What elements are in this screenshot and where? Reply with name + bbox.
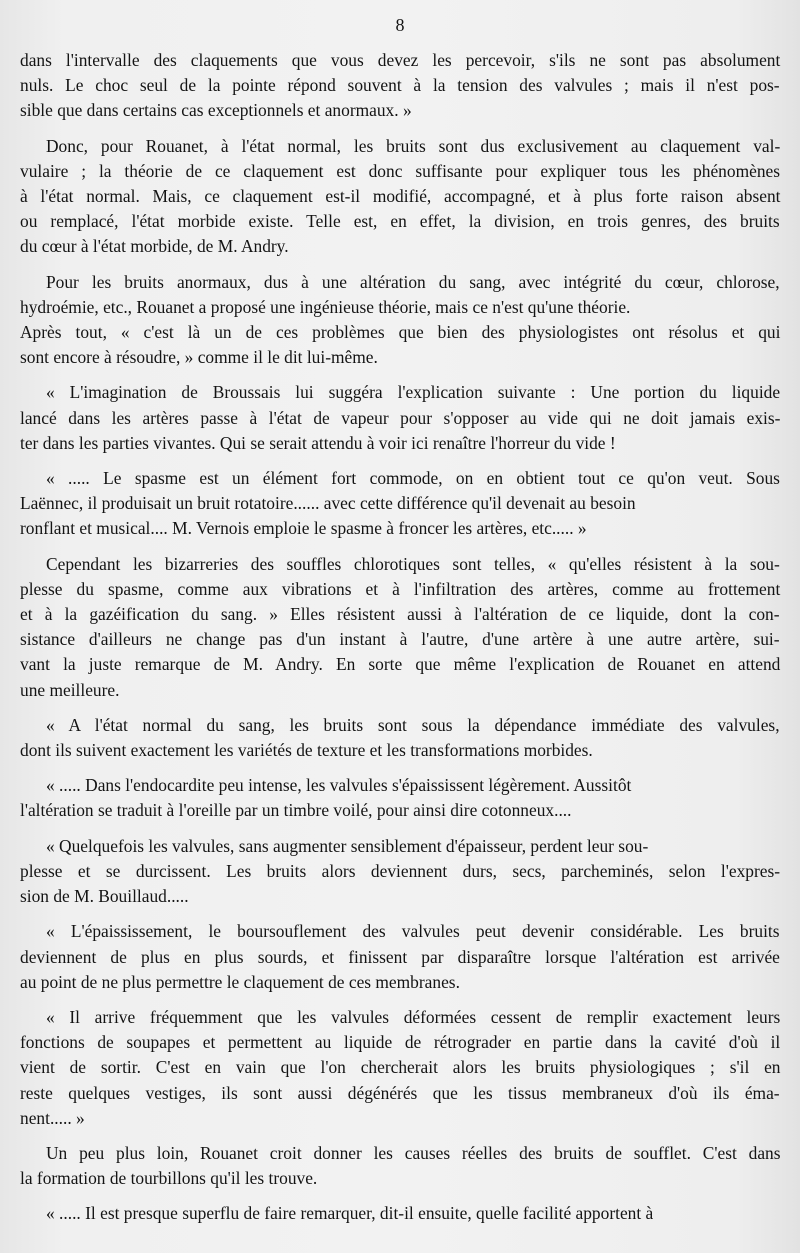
text-line: Pour les bruits anormaux, dus à une altération du sang, avec intégrité du cœur, chlorose, — [46, 271, 780, 292]
text-line: « ..... Il est presque superflu de faire remarquer, dit-il ensuite, quelle facilité apportent à — [46, 1203, 654, 1224]
text-line: dans l'intervalle des claquements que vous devez les percevoir, s'ils ne sont pas absolument — [20, 50, 781, 70]
paragraph — [20, 713, 790, 763]
text-line: plesse du spasme, comme aux vibrations et à l'infiltration des artères, comme au frottement — [20, 578, 781, 599]
paragraph — [20, 1005, 790, 1131]
text-line: Laënnec, il produisait un bruit rotatoire...... avec cette différence qu'il devenait au besoin — [20, 493, 636, 514]
text-line: la formation de tourbillons qu'il les trouve. — [20, 1168, 318, 1189]
text-line: deviennent de plus en plus sourds, et finissent par disparaître lorsque l'altération est arrivée — [20, 946, 780, 967]
text-line: du cœur à l'état morbide, de M. Andry. — [20, 236, 289, 257]
text-line: hydroémie, etc., Rouanet a proposé une ingénieuse théorie, mais ce n'est qu'une théorie. — [20, 296, 631, 317]
text-line: ter dans les parties vivantes. Qui se serait attendu à voir ici renaître l'horreur du vide ! — [20, 432, 616, 453]
paragraph — [20, 834, 790, 910]
text-line: sistance d'ailleurs ne change pas d'un instant à l'autre, d'une artère à une autre artère, sui- — [20, 629, 780, 650]
text-line: vulaire ; la théorie de ce claquement est donc suffisante pour expliquer tous les phénomènes — [20, 160, 781, 181]
text-line: « ..... Le spasme est un élément fort commode, on en obtient tout ce qu'on veut. Sous — [46, 468, 780, 489]
text-line: à l'état normal. Mais, ce claquement est-il modifié, accompagné, et à plus forte raison absent — [20, 186, 781, 207]
paragraph — [20, 1201, 790, 1226]
text-line: « L'épaississement, le boursouflement des valvules peut devenir considérable. Les bruits — [46, 921, 780, 942]
text-line: sont encore à résoudre, » comme il le dit lui-même. — [20, 347, 378, 368]
text-line: « Quelquefois les valvules, sans augmenter sensiblement d'épaisseur, perdent leur sou- — [46, 835, 649, 856]
text-line: lancé dans les artères passe à l'état de vapeur pour s'opposer au vide qui ne doit jamais exis- — [20, 407, 781, 428]
text-line: vient de sortir. C'est en vain que l'on chercherait alors les bruits physiologiques ; s'il en — [20, 1057, 781, 1078]
text-line: nent..... » — [20, 1107, 85, 1128]
text-line: reste quelques vestiges, ils sont aussi dégénérés que les tissus membraneux d'où ils éma- — [20, 1082, 780, 1103]
text-line: une meilleure. — [20, 679, 120, 700]
text-line: vant la juste remarque de M. Andry. En sorte que même l'explication de Rouanet en attend — [20, 654, 781, 675]
text-line: dont ils suivent exactement les variétés de texture et les transformations morbides. — [20, 740, 593, 761]
text-line: sible que dans certains cas exceptionnels et anormaux. » — [20, 100, 412, 121]
text-line: au point de ne plus permettre le claquement de ces membranes. — [20, 971, 460, 992]
paragraph — [20, 48, 790, 124]
paragraph — [20, 380, 790, 456]
text-line: et à la gazéification du sang. » Elles résistent aussi à l'altération de ce liquide, dont la con- — [20, 604, 780, 625]
text-line: « ..... Dans l'endocardite peu intense, les valvules s'épaississent légèrement. Aussitôt — [46, 775, 632, 796]
text-line: Donc, pour Rouanet, à l'état normal, les bruits sont dus exclusivement au claquement val- — [46, 135, 781, 156]
text-line: nuls. Le choc seul de la pointe répond souvent à la tension des valvules ; mais il n'est pos- — [20, 75, 780, 96]
paragraph — [20, 270, 790, 371]
page-number: 8 — [395, 15, 405, 35]
paragraph — [20, 1141, 790, 1191]
paragraph — [20, 466, 790, 542]
text-line: plesse et se durcissent. Les bruits alors deviennent durs, secs, parcheminés, selon l'expres- — [20, 860, 781, 881]
text-line: sion de M. Bouillaud..... — [20, 886, 189, 907]
text-line: ronflant et musical.... M. Vernois emploie le spasme à froncer les artères, etc..... » — [20, 518, 587, 539]
text-line: Après tout, « c'est là un de ces problèmes que bien des physiologistes ont résolus et qui — [20, 322, 781, 343]
text-line: « A l'état normal du sang, les bruits sont sous la dépendance immédiate des valvules, — [46, 714, 780, 735]
text-line: l'altération se traduit à l'oreille par un timbre voilé, pour ainsi dire cotonneux.... — [20, 800, 572, 821]
paragraph — [20, 552, 790, 703]
paragraph — [20, 919, 790, 995]
text-line: Un peu plus loin, Rouanet croit donner les causes réelles des bruits de soufflet. C'est dans — [46, 1142, 781, 1163]
text-line: « Il arrive fréquemment que les valvules déformées cessent de remplir exactement leurs — [46, 1006, 781, 1027]
text-line: « L'imagination de Broussais lui suggéra l'explication suivante : Une portion du liquide — [46, 382, 781, 403]
text-line: fonctions de soupapes et permettent au liquide de rétrograder en partie dans la cavité d'où il — [20, 1032, 781, 1053]
paragraph — [20, 773, 790, 823]
text-line: Cependant les bizarreries des souffles chlorotiques sont telles, « qu'elles résistent à la sou- — [46, 553, 780, 574]
paragraph — [20, 134, 790, 260]
body-text — [20, 48, 790, 1237]
text-line: ou remplacé, l'état morbide existe. Telle est, en effet, la division, en trois genres, des bruits — [20, 211, 780, 232]
